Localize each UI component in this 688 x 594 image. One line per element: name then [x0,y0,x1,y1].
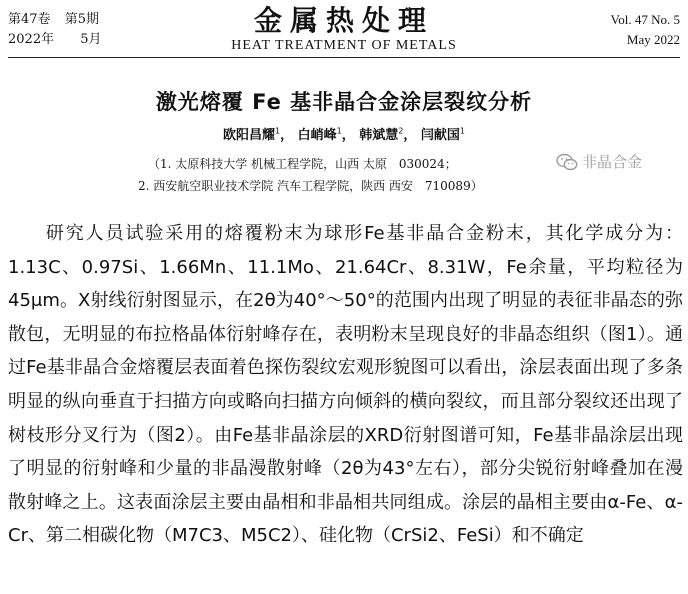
wechat-icon [556,153,578,171]
watermark [556,151,642,172]
article-title: 激光熔覆 Fe 基非晶合金涂层裂纹分析 [155,90,533,114]
author: 欧阳昌耀$^1$ [222,126,281,143]
journal-title-en: HEAT TREATMENT OF METALS [231,38,457,53]
month-zh: 5月 [80,32,102,47]
date-en: May 2022 [626,32,680,47]
affiliations [138,153,483,197]
issue-info-en [611,10,680,50]
author-list: 欧阳昌耀$^1$， 白峭峰$^1$， 韩斌慧$^2$， 闫献国$^1$ [222,126,466,143]
affiliation-2: 2. 西安航空职业技术学院 汽车工程学院，陕西 西安 710089） [138,179,483,193]
header-divider [8,57,680,58]
journal-masthead [0,4,688,54]
journal-title-zh: 金属热处理 [253,4,434,37]
author: 韩斌慧$^2$ [359,126,404,143]
issue-zh: 第5期 [64,12,99,27]
affiliation-1: （1. 太原科技大学 机械工程学院，山西 太原 030024； [148,157,457,171]
volume-en: Vol. 47 No. 5 [610,12,680,27]
volume-zh: 第47卷 [8,12,51,27]
year-zh: 2022年 [8,32,55,47]
author: 白峭峰$^1$ [297,126,342,143]
watermark-label: 非晶合金 [582,153,643,171]
body-text: 研究人员试验采用的熔覆粉末为球形Fe基非晶合金粉末，其化学成分为：1.13C、0.97Si、1.66Mn、11.1Mo、21.64Cr、8.31W，Fe余量，平均粒径为45μm。X射线衍射图显示，在2θ为40°～50°的范围内出现了明显的表征非晶态的弥散包，无明显的布拉格晶体衍射峰存在，表明粉末呈现良好的非晶态组织（图1）。通过Fe基非晶合金熔覆层表面着色探伤裂纹宏观形貌图可以看出，涂层表面出现了多条明显的纵向垂直于扫描方向或略向扫描方向倾斜的横向裂纹，而且部分裂纹还出现了树枝形分叉行为（图2）。由Fe基非晶涂层的XRD衍射图谱可知，Fe基非晶涂层出现了明显的衍射峰和少量的非晶漫散射峰（2θ为43°左右），部分尖锐衍射峰叠加在漫散射峰之上。这表面涂层主要由晶相和非晶相共同组成。涂层的晶相主要由α-Fe、α-Cr、第二相碳化物（M7C3、M5C2）、硅化物（CrSi2、FeSi）和不确定 [8,223,683,547]
journal-header [0,0,688,58]
body-paragraph [8,217,683,553]
author: 闫献国$^1$ [420,126,466,143]
